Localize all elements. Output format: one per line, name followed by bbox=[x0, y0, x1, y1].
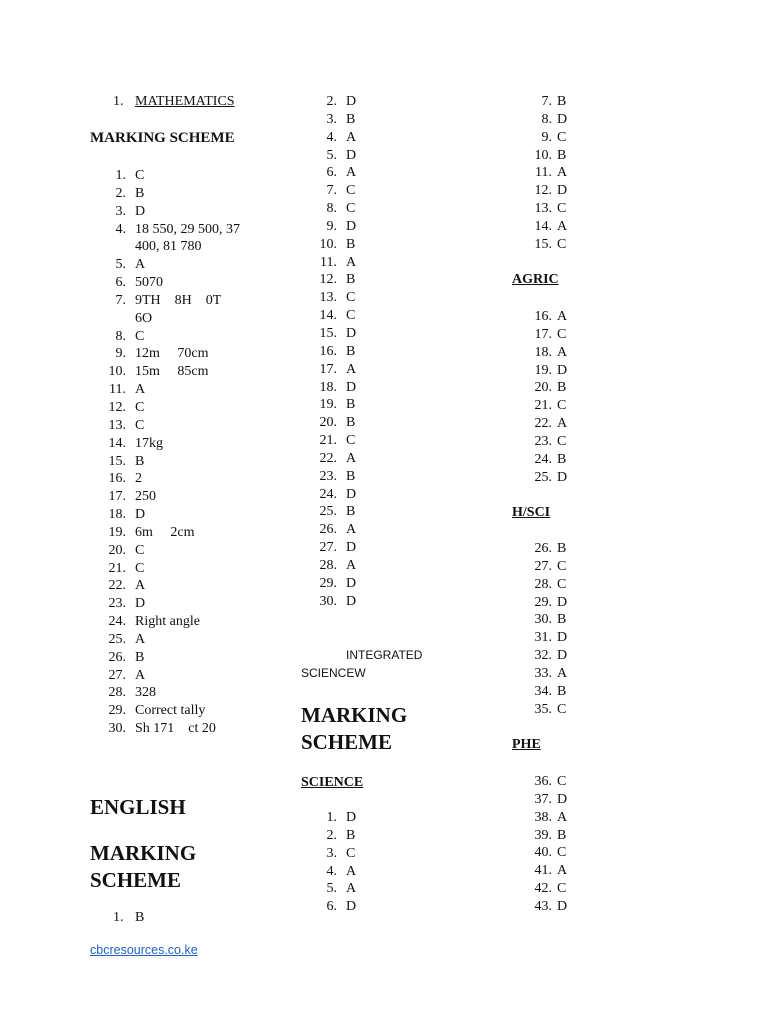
answer-value: A bbox=[557, 863, 568, 879]
list-number: 14. bbox=[319, 308, 337, 324]
answer-value: B bbox=[346, 827, 356, 843]
answer-value: D bbox=[557, 469, 568, 485]
list-number: 16. bbox=[108, 471, 126, 487]
list-number: 32. bbox=[534, 648, 552, 664]
answer-value: A bbox=[346, 129, 357, 145]
list-number: 21. bbox=[534, 398, 552, 414]
list-number: 11. bbox=[320, 254, 337, 270]
list-number: 37. bbox=[534, 791, 552, 807]
list-number: 43. bbox=[534, 898, 552, 914]
answer-value: B bbox=[135, 185, 145, 201]
list-number: 36. bbox=[534, 774, 552, 789]
list-number: 12. bbox=[108, 399, 126, 415]
answer-value: B bbox=[135, 649, 145, 665]
list-number: 8. bbox=[326, 201, 337, 217]
answer-value: C bbox=[557, 576, 567, 592]
answer-value: B bbox=[557, 94, 567, 109]
list-number: 24. bbox=[319, 486, 337, 502]
answer-value: 9TH 8H 0T bbox=[135, 292, 222, 308]
answer-value: A bbox=[557, 809, 568, 825]
answer-value: A bbox=[135, 667, 146, 683]
answer-value: 5070 bbox=[135, 275, 163, 291]
answer-value: D bbox=[557, 630, 568, 646]
list-number: 9. bbox=[115, 346, 126, 362]
answer-value: B bbox=[346, 397, 356, 413]
list-number: 14. bbox=[534, 218, 552, 234]
answer-value: C bbox=[346, 183, 356, 199]
answer-value: C bbox=[557, 326, 567, 342]
list-number: 23. bbox=[534, 433, 552, 449]
answer-value: C bbox=[346, 290, 356, 306]
list-number: 13. bbox=[319, 290, 337, 306]
list-number: 2. bbox=[326, 94, 337, 109]
answer-value: C bbox=[557, 845, 567, 861]
english-scheme-heading: SCHEME bbox=[90, 868, 182, 892]
answer-value: B bbox=[346, 236, 356, 252]
answer-value: D bbox=[557, 648, 568, 664]
answer-value: D bbox=[346, 593, 357, 609]
list-number: 18. bbox=[108, 507, 126, 523]
list-number: 21. bbox=[108, 560, 126, 576]
list-number: 33. bbox=[534, 665, 552, 681]
list-number: 26. bbox=[108, 649, 126, 665]
answer-value: A bbox=[557, 218, 568, 234]
list-number: 11. bbox=[109, 382, 126, 398]
answer-value: D bbox=[346, 540, 357, 556]
answer-value: C bbox=[557, 201, 567, 217]
answer-value: D bbox=[557, 594, 568, 610]
answer-value: A bbox=[346, 881, 357, 897]
answer-value: C bbox=[346, 845, 356, 861]
answer-value: D bbox=[346, 94, 357, 109]
answer-value: A bbox=[557, 344, 568, 360]
answer-value: C bbox=[135, 399, 145, 415]
list-number: 39. bbox=[534, 827, 552, 843]
integrated-science-label-line2: SCIENCEW bbox=[301, 666, 366, 680]
answer-value: D bbox=[346, 147, 357, 163]
answer-value: B bbox=[557, 827, 567, 843]
list-number: 4. bbox=[326, 863, 337, 879]
list-number: 6. bbox=[326, 899, 337, 915]
list-number: 19. bbox=[108, 524, 126, 540]
integrated-science-label-line1: INTEGRATED bbox=[346, 648, 423, 662]
list-number: 35. bbox=[534, 701, 552, 717]
list-number: 16. bbox=[534, 309, 552, 324]
list-number: 7. bbox=[541, 94, 552, 109]
list-number: 26. bbox=[319, 522, 337, 538]
list-number: 30. bbox=[319, 593, 337, 609]
answer-value: D bbox=[346, 575, 357, 591]
answer-value: 400, 81 780 bbox=[135, 239, 202, 255]
answer-value: D bbox=[135, 507, 146, 523]
list-number: 22. bbox=[319, 450, 337, 466]
answer-value: D bbox=[557, 898, 568, 914]
answer-value: B bbox=[557, 612, 567, 628]
list-number: 9. bbox=[326, 218, 337, 234]
list-number: 5. bbox=[326, 147, 337, 163]
answer-value: C bbox=[557, 881, 567, 897]
list-number: 1. bbox=[115, 168, 126, 183]
answer-value: 17kg bbox=[135, 435, 163, 451]
answer-value: C bbox=[557, 433, 567, 449]
answer-value: A bbox=[346, 863, 357, 879]
answer-value: D bbox=[346, 325, 357, 341]
answer-value: B bbox=[557, 683, 567, 699]
answer-value: C bbox=[557, 129, 567, 145]
list-number: 20. bbox=[534, 380, 552, 396]
list-number: 42. bbox=[534, 881, 552, 897]
phe-heading: PHE bbox=[512, 737, 541, 752]
list-number: 25. bbox=[319, 504, 337, 520]
answer-value: B bbox=[346, 504, 356, 520]
list-number: 1. bbox=[113, 910, 124, 925]
answer-value: A bbox=[557, 665, 568, 681]
answer-value: A bbox=[346, 522, 357, 538]
answer-value: C bbox=[557, 236, 567, 252]
answer-value: D bbox=[557, 111, 568, 127]
list-number: 9. bbox=[541, 129, 552, 145]
answer-value: A bbox=[135, 257, 146, 273]
list-number: 27. bbox=[108, 667, 126, 683]
answer-value: B bbox=[135, 910, 145, 925]
list-number: 34. bbox=[534, 683, 552, 699]
answer-value: A bbox=[557, 165, 568, 181]
list-number: 24. bbox=[534, 451, 552, 467]
subject-title-mathematics: MATHEMATICS bbox=[135, 94, 235, 109]
answer-value: A bbox=[557, 416, 568, 432]
answer-value: A bbox=[346, 361, 357, 377]
answer-value: A bbox=[135, 631, 146, 647]
science-scheme-heading: SCHEME bbox=[301, 730, 393, 754]
answer-value: A bbox=[135, 578, 146, 594]
list-number: 5. bbox=[115, 257, 126, 273]
answer-value: C bbox=[557, 558, 567, 574]
answer-value: B bbox=[346, 272, 356, 288]
agric-heading: AGRIC bbox=[512, 272, 559, 287]
list-number: 5. bbox=[326, 881, 337, 897]
list-number: 2. bbox=[115, 185, 126, 201]
science-subject-heading: SCIENCE bbox=[301, 775, 364, 790]
list-number: 29. bbox=[319, 575, 337, 591]
list-number: 21. bbox=[319, 433, 337, 449]
answer-value: B bbox=[346, 343, 356, 359]
answer-value: C bbox=[135, 417, 145, 433]
list-number: 16. bbox=[319, 343, 337, 359]
answer-value: A bbox=[346, 165, 357, 181]
list-number: 23. bbox=[108, 596, 126, 612]
list-number: 26. bbox=[534, 541, 552, 556]
english-heading: ENGLISH bbox=[90, 795, 186, 819]
list-number: 29. bbox=[108, 703, 126, 719]
list-number: 12. bbox=[534, 183, 552, 199]
answer-value: A bbox=[346, 557, 357, 573]
answer-value: C bbox=[135, 328, 145, 344]
answer-value: 18 550, 29 500, 37 bbox=[135, 221, 240, 237]
answer-value: A bbox=[346, 450, 357, 466]
answer-value: C bbox=[346, 201, 356, 217]
answer-value: D bbox=[557, 791, 568, 807]
list-number: 8. bbox=[115, 328, 126, 344]
list-number: 29. bbox=[534, 594, 552, 610]
answer-value: C bbox=[135, 542, 145, 558]
list-number: 17. bbox=[534, 326, 552, 342]
list-number: 28. bbox=[534, 576, 552, 592]
list-number: 4. bbox=[326, 129, 337, 145]
answer-value: B bbox=[135, 453, 145, 469]
answer-value: D bbox=[557, 362, 568, 378]
list-number: 6. bbox=[326, 165, 337, 181]
list-number: 31. bbox=[534, 630, 552, 646]
answer-value: 15m 85cm bbox=[135, 364, 209, 380]
list-number: 10. bbox=[108, 364, 126, 380]
answer-value: C bbox=[135, 168, 145, 183]
list-number: 15. bbox=[108, 453, 126, 469]
answer-value: B bbox=[557, 147, 567, 163]
list-number: 19. bbox=[319, 397, 337, 413]
list-number: 1. bbox=[113, 94, 124, 109]
list-number: 19. bbox=[534, 362, 552, 378]
english-marking-heading: MARKING bbox=[90, 841, 197, 865]
answer-value: D bbox=[346, 379, 357, 395]
list-number: 23. bbox=[319, 468, 337, 484]
answer-value: D bbox=[557, 183, 568, 199]
answer-value: B bbox=[557, 451, 567, 467]
answer-value: A bbox=[346, 254, 357, 270]
list-number: 22. bbox=[108, 578, 126, 594]
list-number: 41. bbox=[534, 863, 552, 879]
answer-value: 2 bbox=[135, 471, 142, 487]
list-number: 10. bbox=[534, 147, 552, 163]
answer-value: C bbox=[346, 308, 356, 324]
answer-value: C bbox=[557, 398, 567, 414]
list-number: 25. bbox=[108, 631, 126, 647]
marking-scheme-heading: MARKING SCHEME bbox=[90, 130, 235, 146]
list-number: 14. bbox=[108, 435, 126, 451]
list-number: 27. bbox=[319, 540, 337, 556]
list-number: 10. bbox=[319, 236, 337, 252]
answer-value: A bbox=[135, 382, 146, 398]
answer-value: B bbox=[346, 111, 356, 127]
answer-value: D bbox=[346, 486, 357, 502]
answer-value: D bbox=[346, 218, 357, 234]
answer-value: Correct tally bbox=[135, 703, 206, 719]
list-number: 30. bbox=[108, 721, 126, 737]
list-number: 7. bbox=[326, 183, 337, 199]
list-number: 7. bbox=[115, 292, 126, 308]
answer-value: C bbox=[135, 560, 145, 576]
list-number: 20. bbox=[319, 415, 337, 431]
list-number: 13. bbox=[108, 417, 126, 433]
list-number: 40. bbox=[534, 845, 552, 861]
list-number: 3. bbox=[326, 111, 337, 127]
answer-value: 6O bbox=[135, 310, 153, 326]
hsci-heading: H/SCI bbox=[512, 505, 551, 520]
list-number: 2. bbox=[326, 827, 337, 843]
footer-website-link[interactable]: cbcresources.co.ke bbox=[90, 943, 198, 957]
list-number: 18. bbox=[534, 344, 552, 360]
list-number: 24. bbox=[108, 614, 126, 630]
answer-value: D bbox=[135, 596, 146, 612]
answer-value: D bbox=[135, 203, 146, 219]
list-number: 30. bbox=[534, 612, 552, 628]
list-number: 28. bbox=[108, 685, 126, 701]
answer-value: 6m 2cm bbox=[135, 524, 195, 540]
answer-value: C bbox=[346, 433, 356, 449]
list-number: 12. bbox=[319, 272, 337, 288]
list-number: 15. bbox=[319, 325, 337, 341]
list-number: 15. bbox=[534, 236, 552, 252]
list-number: 6. bbox=[115, 275, 126, 291]
list-number: 13. bbox=[534, 201, 552, 217]
answer-value: A bbox=[557, 309, 568, 324]
answer-value: Right angle bbox=[135, 614, 200, 630]
answer-value: D bbox=[346, 810, 357, 825]
answer-value: 328 bbox=[135, 685, 156, 701]
answer-value: B bbox=[557, 541, 567, 556]
answer-value: Sh 171 ct 20 bbox=[135, 721, 216, 737]
list-number: 22. bbox=[534, 416, 552, 432]
list-number: 3. bbox=[115, 203, 126, 219]
list-number: 25. bbox=[534, 469, 552, 485]
list-number: 4. bbox=[115, 221, 126, 237]
answer-value: 12m 70cm bbox=[135, 346, 209, 362]
list-number: 18. bbox=[319, 379, 337, 395]
list-number: 1. bbox=[326, 810, 337, 825]
answer-value: D bbox=[346, 899, 357, 915]
answer-value: 250 bbox=[135, 489, 156, 505]
answer-value: C bbox=[557, 774, 567, 789]
list-number: 28. bbox=[319, 557, 337, 573]
list-number: 17. bbox=[319, 361, 337, 377]
list-number: 8. bbox=[541, 111, 552, 127]
list-number: 17. bbox=[108, 489, 126, 505]
answer-value: C bbox=[557, 701, 567, 717]
answer-value: B bbox=[557, 380, 567, 396]
list-number: 3. bbox=[326, 845, 337, 861]
list-number: 20. bbox=[108, 542, 126, 558]
answer-value: B bbox=[346, 415, 356, 431]
science-marking-heading: MARKING bbox=[301, 703, 408, 727]
list-number: 11. bbox=[535, 165, 552, 181]
answer-value: B bbox=[346, 468, 356, 484]
list-number: 27. bbox=[534, 558, 552, 574]
list-number: 38. bbox=[534, 809, 552, 825]
